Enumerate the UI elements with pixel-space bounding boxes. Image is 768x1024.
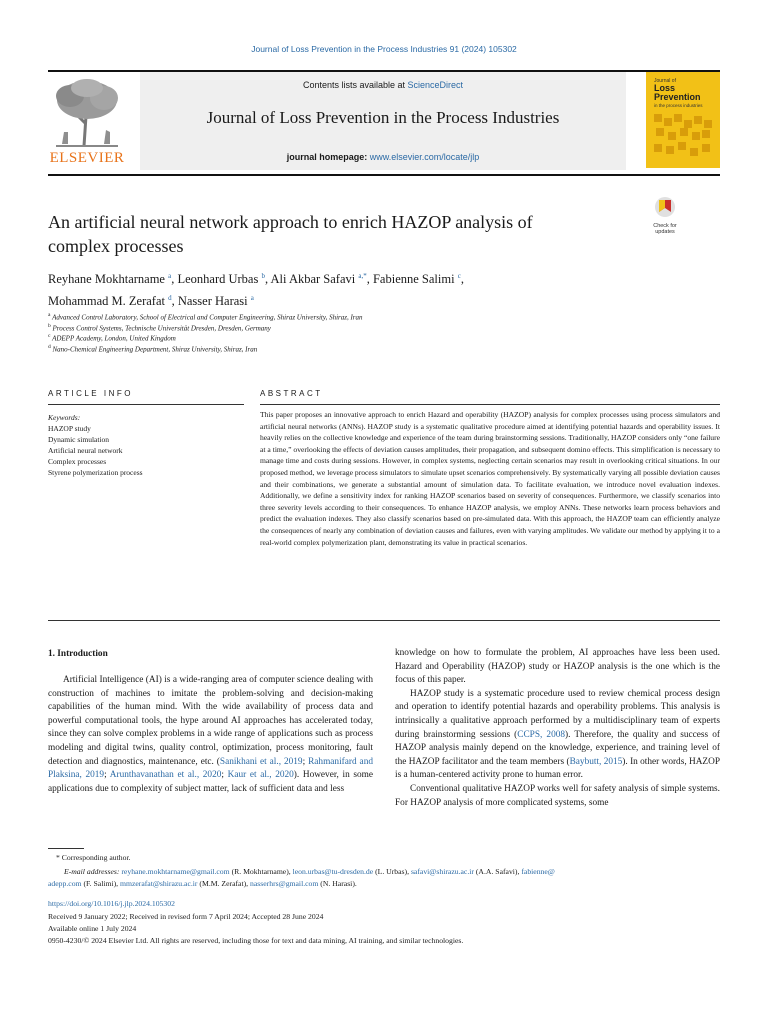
email-link[interactable]: adepp.com	[48, 879, 82, 888]
affiliation-mark: a	[48, 312, 51, 318]
affiliation-line	[48, 323, 271, 332]
email-owner: (A.A. Safavi),	[473, 867, 522, 876]
doi-link[interactable]: https://doi.org/10.1016/j.jlp.2024.105302	[48, 899, 175, 908]
cover-small-text: Journal of	[654, 78, 676, 84]
author-affiliation-mark[interactable]: a,*	[358, 272, 367, 280]
email-owner: (F. Salimi),	[81, 879, 120, 888]
footnote-rule	[48, 848, 84, 849]
author-affiliation-mark[interactable]: c	[457, 272, 461, 280]
cover-word-2: Prevention	[654, 92, 701, 102]
elsevier-tree-logo	[48, 76, 126, 148]
intro-left-text-end: ). However, in some applications due to complexity of subject matter, lack of sufficient data and less	[48, 770, 374, 794]
homepage-link[interactable]: www.elsevier.com/locate/jlp	[369, 152, 480, 162]
title-line-1: An artificial neural network approach to enrich HAZOP analysis of	[48, 212, 533, 232]
contents-prefix: Contents lists available at	[302, 80, 408, 90]
citation-sep: ;	[302, 756, 309, 767]
p2-text-a: HAZOP study is a systematic procedure used to review chemical process design and operation to identify potential hazards and operability problems. This analysis is intrinsically a qualitative approach performed by a multidisciplinary team of experts during brainstorming sessions (	[395, 688, 720, 740]
email-link[interactable]: fabienne@	[521, 867, 555, 876]
contents-availability	[140, 80, 626, 90]
copyright-line: 0950-4230/© 2024 Elsevier Ltd. All rights are reserved, including those for text and data mining, AI training, and similar technologies.	[48, 936, 464, 945]
cover-subtitle: in the process industries	[654, 103, 703, 108]
check-label-2: updates	[655, 229, 675, 235]
author-name[interactable]: Leonhard Urbas	[177, 272, 259, 287]
title-line-2: complex processes	[48, 236, 184, 256]
affiliation-line	[48, 333, 176, 342]
affiliation-mark: d	[48, 343, 51, 350]
check-updates-icon	[646, 196, 684, 218]
author-affiliation-mark[interactable]: a	[168, 272, 172, 280]
affiliation-line	[48, 312, 363, 321]
keywords-list	[48, 423, 143, 478]
email-link[interactable]: reyhane.mokhtarname@gmail.com	[121, 867, 230, 876]
keywords-label: Keywords:	[48, 413, 81, 422]
intro-right-paragraph-2	[395, 688, 720, 783]
journal-title: Journal of Loss Prevention in the Process Industries	[206, 108, 560, 127]
authors-line-1: Reyhane Mokhtarname $^a$, Leonhard Urbas $^b$, Ali Akbar Safavi $^{a,*}$, Fabienne Salimi $^c$,	[48, 272, 464, 287]
citation-sep: ;	[221, 770, 228, 781]
intro-right-paragraph-3: Conventional qualitative HAZOP works well for safety analysis of simple systems. For HAZOP analysis of more complicated systems, some	[395, 783, 720, 808]
abstract-heading: ABSTRACT	[260, 389, 323, 398]
email-label: E-mail addresses:	[64, 867, 120, 876]
emails-line-1	[121, 867, 555, 876]
author-name[interactable]: Fabienne Salimi	[372, 272, 455, 287]
intro-left-text: Artificial Intelligence (AI) is a wide-ranging area of computer science dealing with construction of machines to imitate the problem-solving and decision-making capabilities of the human mind. With the wide availability of process data and powerful computational tools, the hype around AI approaches has accelerated today, since they can solve complex problems in a wide range of applications such as process modeling and digital twins, quality control, optimization, process monitoring, fault detection and diagnostics, maintenance, etc. (	[48, 675, 373, 767]
emails-line-2	[48, 879, 357, 888]
keyword-item: Styrene polymerization process	[48, 468, 143, 477]
homepage-prefix: journal homepage:	[286, 152, 370, 162]
section-heading-introduction: 1. Introduction	[48, 649, 108, 659]
affiliation-text: Advanced Control Laboratory, School of Electrical and Computer Engineering, Shiraz University, Shiraz, Iran	[52, 313, 363, 322]
abstract-bottom-rule	[48, 620, 720, 621]
author-name[interactable]: Reyhane Mokhtarname	[48, 272, 165, 287]
available-online: Available online 1 July 2024	[48, 924, 137, 933]
citation-rahmanifard[interactable]: Rahmanifard and Plaksina, 2019	[48, 756, 373, 781]
citation-arunthavanathan[interactable]: Arunthavanathan et al., 2020	[109, 770, 222, 781]
email-owner: (N. Harasi).	[318, 879, 357, 888]
intro-right-paragraph-1: knowledge on how to formulate the problem, AI approaches have less been used. Hazard and Operability (HAZOP) study or HAZOP analysis is the one which is the focus of this paper.	[395, 648, 720, 686]
running-journal-reference[interactable]: Journal of Loss Prevention in the Process Industries 91 (2024) 105302	[251, 44, 517, 54]
email-owner: (L. Urbas),	[373, 867, 411, 876]
received-dates: Received 9 January 2022; Received in revised form 7 April 2024; Accepted 28 June 2024	[48, 912, 324, 921]
email-link[interactable]: nasserhrs@gmail.com	[250, 879, 319, 888]
abstract-text: This paper proposes an innovative approach to enrich Hazard and operability (HAZOP) analysis for complex processes using process simulators and artificial neural networks (ANNs). HAZOP study is a systematic qualitative procedure aimed at identifying potential hazards and operability issues. It heavily relies on the collective knowledge and experience of the team during brainstorming sessions. Traditionally, HAZOP considers only “one failure at a time,” overlooking the effects of deviation causes amplitudes, their propagation, and subsequent domino effects. This simplification is necessary to manage time and costs during sessions. However, in complex systems, neglecting certain scenarios may result in overlooking critical situations. In our proposed method, we leverage process simulators to simulate upset scenarios comprehensively. By systematically varying all possible deviation causes and their combinations, we generate a substantial amount of simulation data. To facilitate evaluation, we introduce novel evaluation indexes. Additionally, we define a sensitivity index for ranking HAZOP scenarios based on severity of consequences. Furthermore, we classify scenarios into three severity levels according to their consequences. To enhance HAZOP analysis, we employ ANNs. These networks learn process behaviors and predict the evaluation indexes. They also classify scenarios based on pre-simulated data. With this approach, the HAZOP team can efficiently analyze the consequences of nearly any combination of deviation causes and failures, even with varying amplitudes. We validate our method by applying it to a real-world complex polymerization plant, demonstrating its value in practical scenarios.	[260, 410, 721, 547]
corresponding-author-note: * Corresponding author.	[56, 853, 131, 862]
intro-left-paragraph	[48, 674, 373, 796]
author-name[interactable]: Mohammad M. Zerafat	[48, 294, 165, 309]
citation-sanikhani[interactable]: Sanikhani et al., 2019	[219, 756, 303, 767]
info-rule	[48, 404, 244, 405]
affiliation-text: Process Control Systems, Technische Universität Dresden, Dresden, Germany	[52, 323, 271, 332]
affiliation-text: ADEPP Academy, London, United Kingdom	[52, 334, 176, 343]
citation-sep: ;	[104, 770, 110, 781]
affiliation-mark: b	[48, 322, 51, 329]
affiliation-mark: c	[48, 333, 51, 339]
cover-word-1: Loss	[654, 83, 676, 93]
p2-text-b: ). Therefore, the quality and success of HAZOP analysis mainly depend on the knowledge, experience, and training level of the HAZOP facilitator and the team members (	[395, 729, 720, 767]
email-addresses	[64, 866, 720, 878]
keyword-item: Complex processes	[48, 457, 107, 466]
author-name[interactable]: Ali Akbar Safavi	[270, 272, 356, 287]
sciencedirect-link[interactable]: ScienceDirect	[407, 80, 464, 90]
cover-title	[654, 84, 701, 102]
affiliation-line	[48, 344, 257, 353]
intro-right-column	[395, 647, 720, 810]
email-link[interactable]: mmzerafat@shirazu.ac.ir	[119, 879, 198, 888]
author-name[interactable]: Nasser Harasi	[177, 294, 248, 309]
email-link[interactable]: safavi@shirazu.ac.ir	[410, 867, 474, 876]
article-title	[48, 210, 608, 258]
journal-cover-image[interactable]	[646, 72, 720, 168]
authors-line-2: Mohammad M. Zerafat $^d$, Nasser Harasi $^a$	[48, 294, 254, 309]
journal-homepage	[140, 152, 626, 162]
email-addresses-cont	[48, 878, 720, 890]
keyword-item: Artificial neural network	[48, 446, 123, 455]
p2-text-c: ). In other words, HAZOP is a human-centered activity prone to human error.	[395, 756, 720, 781]
keyword-item: HAZOP study	[48, 424, 91, 433]
header-bottom-rule	[48, 174, 720, 176]
abstract-rule	[260, 404, 720, 405]
citation-baybutt[interactable]: Baybutt, 2015	[569, 756, 623, 767]
keywords-block	[48, 412, 143, 478]
keyword-item: Dynamic simulation	[48, 435, 110, 444]
author-affiliation-mark[interactable]: d	[168, 294, 172, 303]
article-info-heading: ARTICLE INFO	[48, 389, 133, 398]
affiliation-text: Nano-Chemical Engineering Department, Shiraz University, Shiraz, Iran	[52, 344, 258, 353]
email-owner: (M.M. Zerafat),	[197, 879, 251, 888]
publisher-wordmark: ELSEVIER	[49, 150, 125, 166]
cover-pattern	[654, 114, 712, 160]
email-owner: (R. Mokhtarname),	[229, 867, 293, 876]
citation-kaur[interactable]: Kaur et al., 2020	[227, 770, 294, 781]
check-updates-label	[646, 223, 684, 235]
email-link[interactable]: leon.urbas@tu-dresden.de	[292, 867, 374, 876]
author-affiliation-mark[interactable]: b	[261, 272, 265, 280]
author-affiliation-mark[interactable]: a	[250, 294, 254, 303]
citation-ccps[interactable]: CCPS, 2008	[517, 729, 566, 740]
author-list	[48, 267, 648, 311]
check-label-1: Check for	[653, 223, 677, 229]
check-for-updates-button[interactable]	[646, 196, 684, 235]
